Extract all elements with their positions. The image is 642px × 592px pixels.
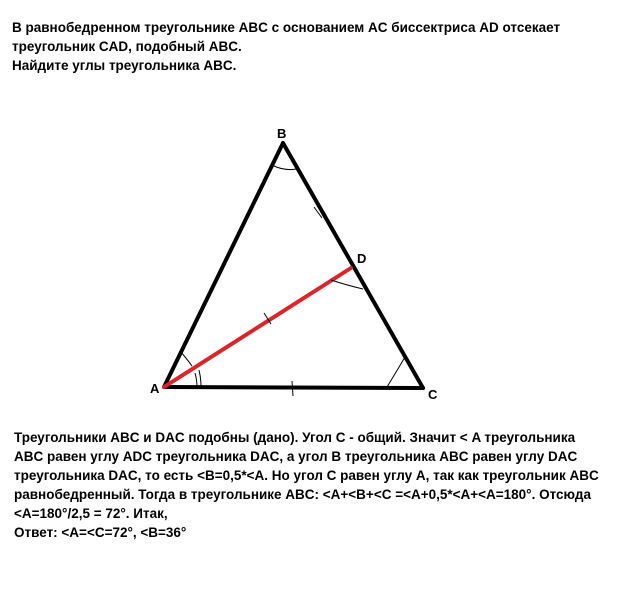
vertex-label-c: C [428, 387, 438, 402]
vertex-label-d: D [357, 251, 367, 266]
solution-line: равнобедренный. Тогда в треугольнике ABC: <A+<B+<C =<A+0,5*<A+<A=180°. Отсюда [14, 487, 591, 502]
solution-text [14, 428, 634, 542]
answer-line: Ответ: <A=<C=72°, <B=36° [14, 525, 187, 540]
problem-line: треугольник CAD, подобный ABC. [12, 39, 242, 54]
angle-mark-d [331, 280, 363, 289]
side-bc [283, 143, 423, 388]
angle-mark-a-inner-1 [199, 370, 201, 387]
side-ac [164, 387, 423, 388]
solution-line: <A=180°/2,5 = 72°. Итак, [14, 506, 168, 521]
angle-mark-a-outer [180, 351, 192, 366]
solution-line: Треугольники ABC и DAC подобны (дано). Угол C - общий. Значит < A треугольника [14, 430, 576, 445]
tick-mark-ac [292, 381, 293, 396]
solution-line: ABC равен углу ADC треугольника DAC, а угол B треугольника ABC равен углу DAC [14, 449, 578, 464]
angle-mark-c [387, 357, 405, 387]
angle-mark-a-inner-2 [195, 373, 197, 387]
angle-mark-b [274, 166, 297, 170]
vertex-label-b: B [277, 126, 287, 141]
vertex-label-a: A [150, 381, 160, 396]
solution-line: треугольника DAC, то есть <B=0,5*<A. Но угол С равен углу А, так как треугольник ABC [14, 468, 599, 483]
problem-line: В равнобедренном треугольнике ABC с основанием AC биссектриса AD отсекает [12, 20, 561, 35]
problem-line: Найдите углы треугольника ABC. [12, 58, 237, 73]
